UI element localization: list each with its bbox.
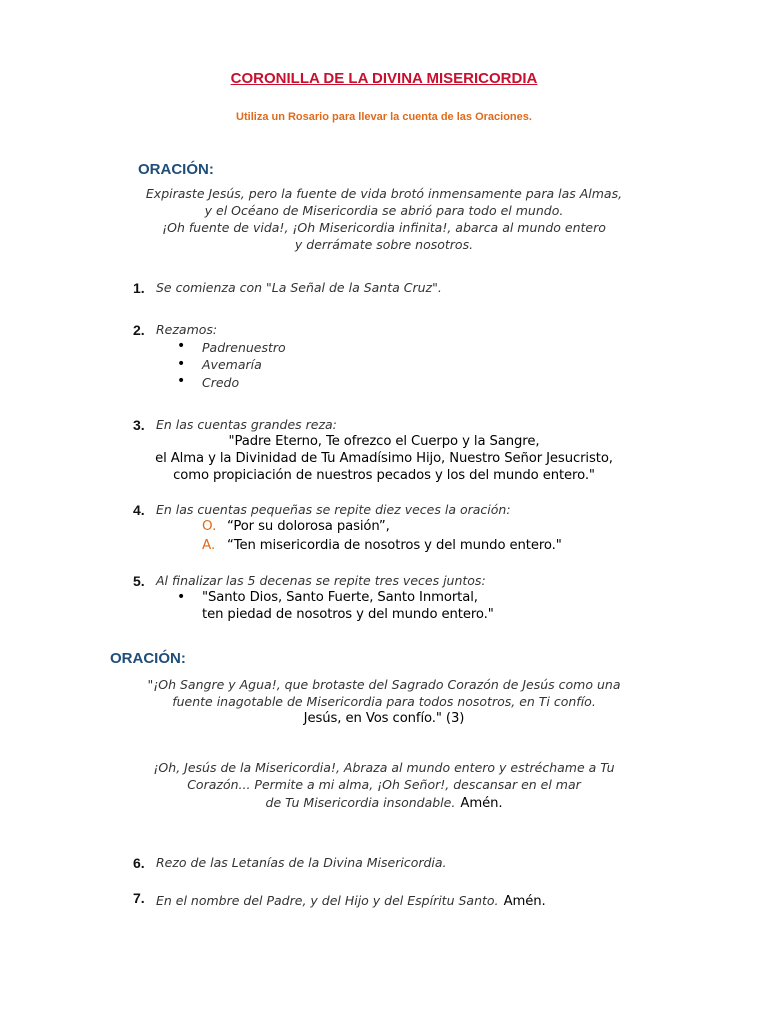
prayer-closing: Jesús, en Vos confío." (3) [303,711,465,726]
amen-text: Amén. [503,894,546,909]
step-text: En las cuentas grandes reza: [156,417,337,432]
prayer-line: "Padre Eterno, Te ofrezco el Cuerpo y la Sangre, [228,434,540,449]
prayer-line: el Alma y la Divinidad de Tu Amadísimo Hijo, Nuestro Señor Jesucristo, [155,451,613,466]
bullet-icon: • [177,589,186,605]
list-item: Credo [202,375,240,390]
prayer-line: "Santo Dios, Santo Fuerte, Santo Inmortal, [202,590,478,605]
prayer-line: fuente inagotable de Misericordia para todos nosotros, en Ti confío. [172,694,596,709]
prayer-line-text: de Tu Misericordia insondable. [265,795,456,810]
prayer-line: Expiraste Jesús, pero la fuente de vida brotó inmensamente para las Almas, [145,186,623,201]
amen-text: Amén. [460,796,503,811]
step-number: 7. [133,890,145,906]
step-text: Se comienza con "La Señal de la Santa Cruz". [156,280,442,295]
prayer-line: ¡Oh, Jesús de la Misericordia!, Abraza al mundo entero y estréchame a Tu [153,760,615,775]
prayer-last-line [0,794,768,812]
step-number: 6. [133,855,145,871]
step-text: En el nombre del Padre, y del Hijo y del Espíritu Santo. [156,893,499,908]
response-text-o: “Por su dolorosa pasión”, [227,519,390,534]
bullet-icon: • [177,356,186,372]
bullet-icon: • [177,373,186,389]
document-title: CORONILLA DE LA DIVINA MISERICORDIA [230,70,538,87]
step-line [156,890,546,909]
prayer-line: y el Océano de Misericordia se abrió para todo el mundo. [204,203,564,218]
prayer-line: como propiciación de nuestros pecados y los del mundo entero." [173,468,595,483]
bullet-icon: • [177,338,186,354]
prayer-heading: ORACIÓN: [138,161,214,178]
prayer-line: ten piedad de nosotros y del mundo entero." [202,607,494,622]
response-label-a: A. [202,537,216,553]
prayer-line: "¡Oh Sangre y Agua!, que brotaste del Sagrado Corazón de Jesús como una [147,677,621,692]
prayer-heading: ORACIÓN: [110,650,186,667]
step-text: Rezamos: [156,322,218,337]
step-text: En las cuentas pequeñas se repite diez veces la oración: [156,502,511,517]
response-text-a: “Ten misericordia de nosotros y del mundo entero." [227,538,562,553]
prayer-line: Corazón... Permite a mi alma, ¡Oh Señor!, descansar en el mar [187,777,581,792]
prayer-line: ¡Oh fuente de vida!, ¡Oh Misericordia infinita!, abarca al mundo entero [162,220,606,235]
response-label-o: O. [202,518,217,534]
prayer-line: y derrámate sobre nosotros. [294,237,474,252]
step-number: 2. [133,322,145,338]
list-item: Avemaría [202,357,262,372]
step-number: 1. [133,280,145,296]
step-text: Rezo de las Letanías de la Divina Misericordia. [156,855,447,870]
step-number: 3. [133,417,145,433]
document-subtitle: Utiliza un Rosario para llevar la cuenta de las Oraciones. [236,111,532,123]
list-item: Padrenuestro [202,340,286,355]
step-number: 5. [133,573,145,589]
step-number: 4. [133,502,145,518]
step-text: Al finalizar las 5 decenas se repite tres veces juntos: [156,573,486,588]
